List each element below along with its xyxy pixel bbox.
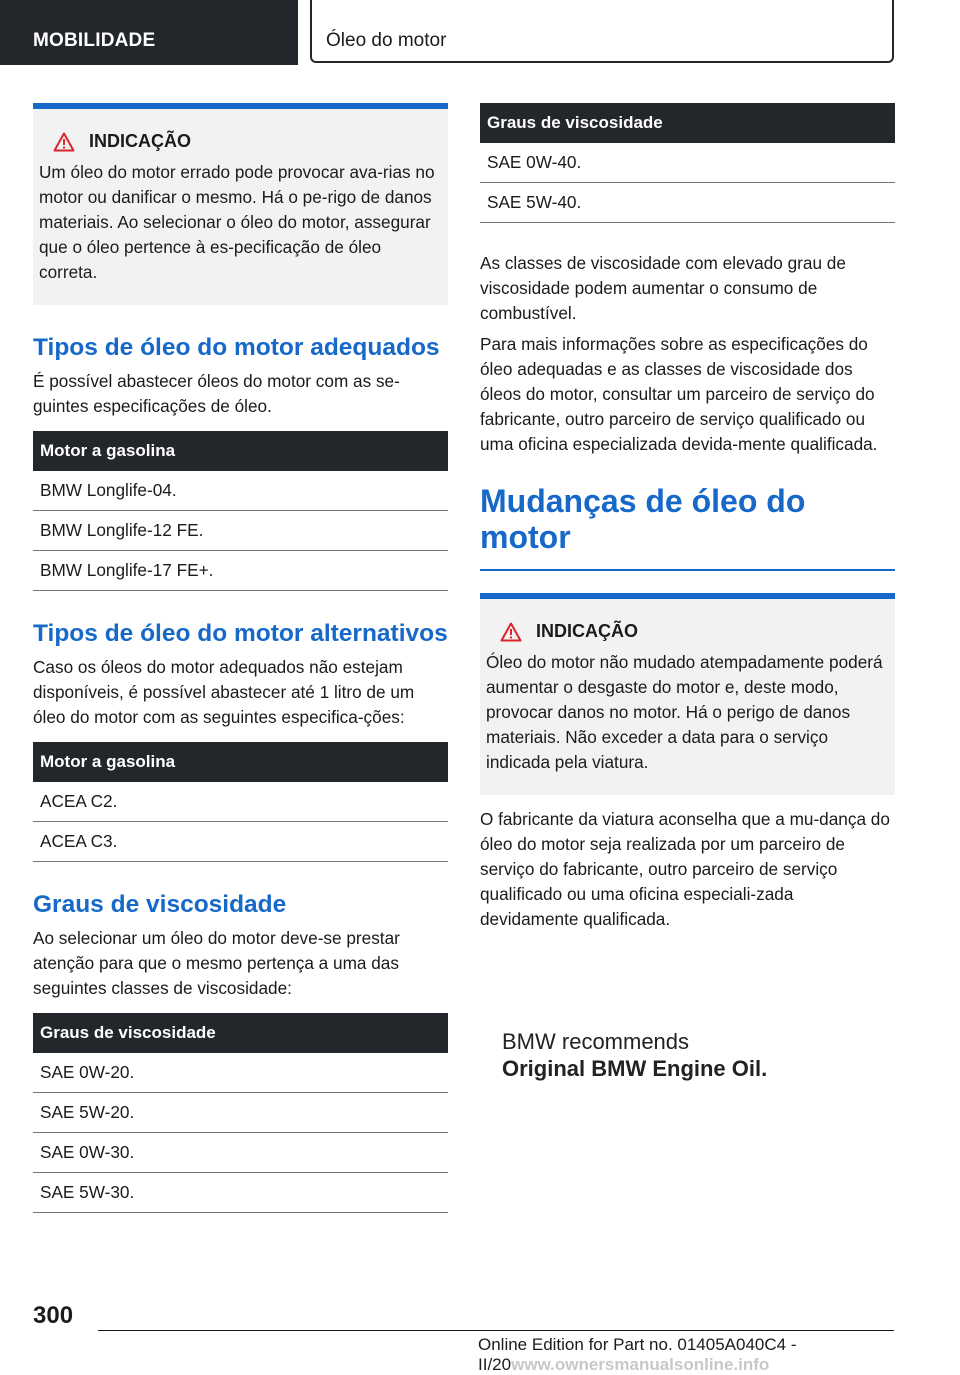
heading-rule <box>480 569 895 571</box>
right-column <box>480 103 895 1082</box>
notice-text: Um óleo do motor errado pode provocar ava-rias no motor ou danificar o mesmo. Há o pe-rigo de danos materiais. Ao selecionar o óleo do motor, assegurar que o óleo pertence à es-pecificação de óleo correta. <box>39 162 435 282</box>
page-number: 300 <box>33 1302 74 1329</box>
table-viscosity-2 <box>480 103 895 223</box>
table-row: SAE 5W-20. <box>33 1093 448 1133</box>
paragraph-manufacturer-advice: O fabricante da viatura aconselha que a mu-dança do óleo do motor seja realizada por um parceiro de serviço do fabricante, outro parceiro de serviço qualificado ou uma oficina especiali-zada devidamente qualificada. <box>480 809 890 929</box>
notice-box <box>33 103 448 305</box>
watermark-text: www.ownersmanualsonline.info <box>511 1355 770 1374</box>
notice-heading <box>39 131 440 152</box>
paragraph-more-info: Para mais informações sobre as especificações do óleo adequadas e as classes de viscosidade dos óleos do motor, consultar um parceiro de serviço do fabricante, outro parceiro de serviço qualificado ou uma oficina especializada devida-mente qualificada. <box>480 334 878 454</box>
heading-viscosity: Graus de viscosidade <box>33 891 287 918</box>
table-row: SAE 0W-20. <box>33 1053 448 1093</box>
section-tab <box>0 0 298 65</box>
left-column <box>33 103 448 1213</box>
table-row: SAE 0W-30. <box>33 1133 448 1173</box>
warning-icon <box>500 622 522 642</box>
notice-heading <box>486 621 887 642</box>
notice-label: INDICAÇÃO <box>536 621 638 641</box>
table-row: BMW Longlife-12 FE. <box>33 511 448 551</box>
table-row: SAE 5W-40. <box>480 183 895 223</box>
heading-suitable-oils: Tipos de óleo do motor adequados <box>33 334 440 361</box>
section-title: MOBILIDADE <box>33 30 156 51</box>
chapter-title: Óleo do motor <box>326 30 447 51</box>
table-header: Graus de viscosidade <box>33 1013 448 1053</box>
table-row: BMW Longlife-04. <box>33 471 448 511</box>
chapter-tab <box>310 0 894 63</box>
bmw-oil-recommendation <box>480 1028 895 1082</box>
footer-rule <box>98 1330 894 1331</box>
table-row: SAE 5W-30. <box>33 1173 448 1213</box>
table-gasoline-suitable <box>33 431 448 591</box>
table-header: Motor a gasolina <box>33 742 448 782</box>
table-row: BMW Longlife-17 FE+. <box>33 551 448 591</box>
edition-text: Online Edition for Part no. 01405A040C4 - II/20 <box>478 1335 797 1374</box>
notice-text: Óleo do motor não mudado atempadamente poderá aumentar o desgaste do motor e, deste modo, provocar danos no motor. Há o perigo de danos materiais. Não exceder a data para o serviço indicada pela viatura. <box>486 652 883 772</box>
table-header: Graus de viscosidade <box>480 103 895 143</box>
bmw-recommends-text: BMW recommends <box>502 1029 690 1054</box>
footer-edition <box>478 1335 960 1375</box>
warning-icon <box>53 132 75 152</box>
table-header: Motor a gasolina <box>33 431 448 471</box>
table-row: SAE 0W-40. <box>480 143 895 183</box>
paragraph-viscosity: Ao selecionar um óleo do motor deve-se prestar atenção para que o mesmo pertença a uma das seguintes classes de viscosidade: <box>33 928 400 998</box>
table-row: ACEA C3. <box>33 822 448 862</box>
notice-label: INDICAÇÃO <box>89 131 191 151</box>
table-viscosity-1 <box>33 1013 448 1213</box>
paragraph-viscosity-consumption: As classes de viscosidade com elevado grau de viscosidade podem aumentar o consumo de combustível. <box>480 253 846 323</box>
paragraph-alternative-oils: Caso os óleos do motor adequados não estejam disponíveis, é possível abastecer até 1 litro de um óleo do motor com as seguintes especifica-ções: <box>33 657 415 727</box>
notice-box <box>480 593 895 795</box>
table-row: ACEA C2. <box>33 782 448 822</box>
paragraph-suitable-oils: É possível abastecer óleos do motor com as se-guintes especificações de óleo. <box>33 371 400 416</box>
heading-alternative-oils: Tipos de óleo do motor alternativos <box>33 620 448 647</box>
bmw-engine-oil-text: Original BMW Engine Oil. <box>502 1056 768 1081</box>
heading-oil-changes: Mudanças de óleo do motor <box>480 483 806 555</box>
table-gasoline-alternative <box>33 742 448 862</box>
